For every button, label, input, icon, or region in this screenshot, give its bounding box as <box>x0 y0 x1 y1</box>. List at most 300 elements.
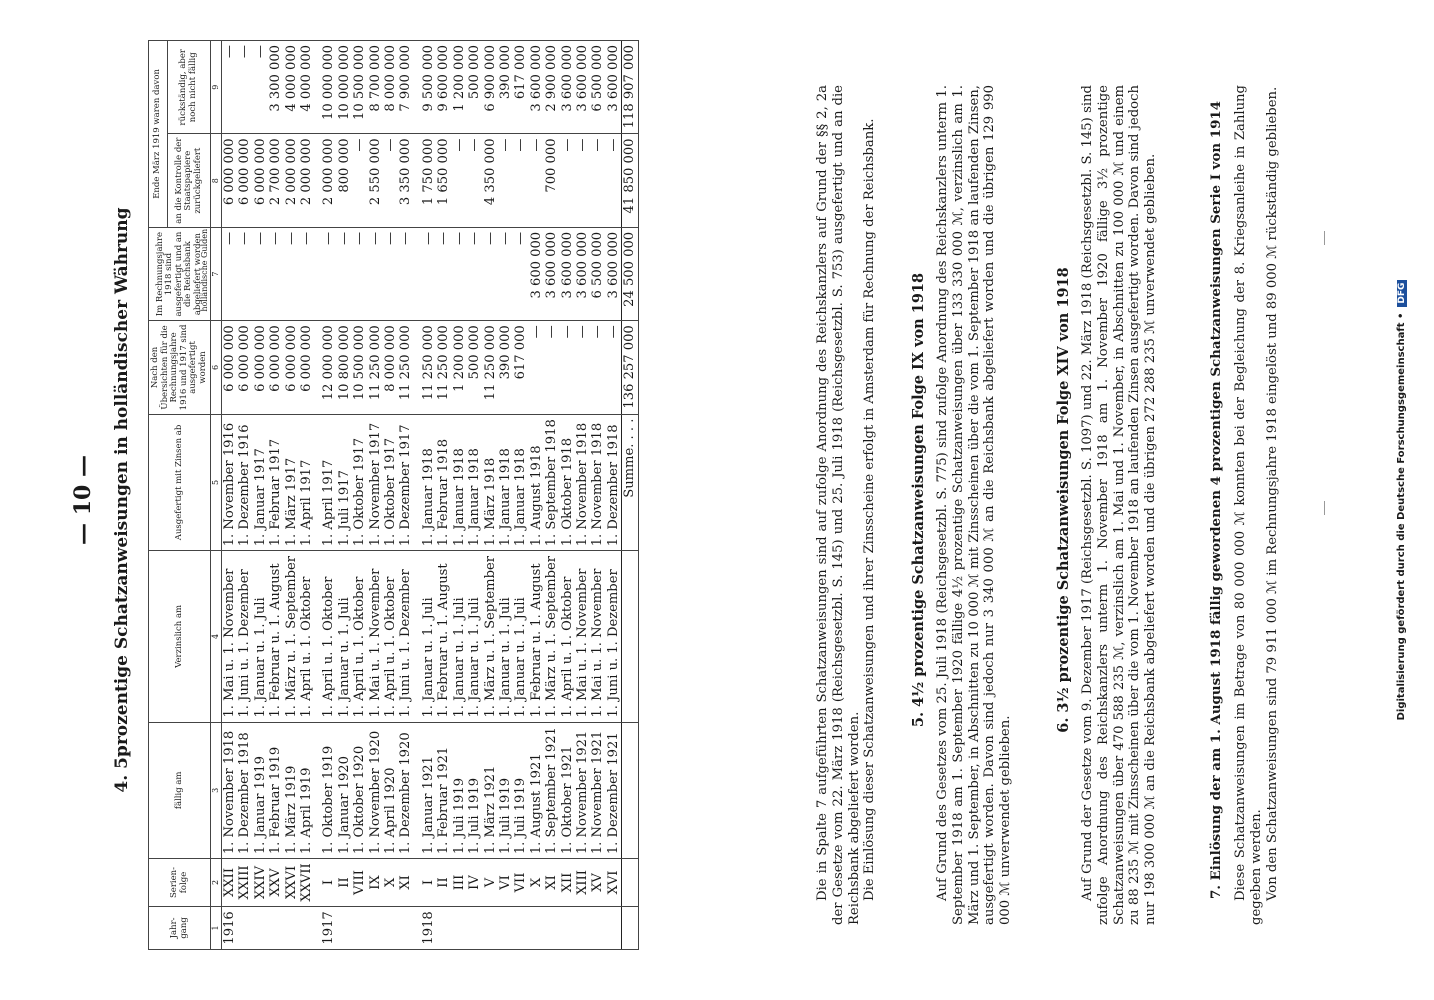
interest-cell: 1. Januar u. 1. Juli <box>337 551 352 722</box>
c9-cell: 6 500 000 <box>590 41 605 134</box>
due-cell: 1. August 1921 <box>529 722 544 859</box>
spacer-cell <box>414 41 421 134</box>
series-cell: XXVII <box>299 859 314 907</box>
spacer-cell <box>414 227 421 320</box>
spacer-cell <box>414 906 421 949</box>
column-number: 2 <box>211 859 222 907</box>
c9-cell: 9 600 000 <box>436 41 451 134</box>
dfg-logo: DFG <box>1397 280 1407 307</box>
table-row <box>299 41 314 950</box>
section-6-body <box>1080 85 1159 925</box>
year-cell <box>299 906 314 949</box>
c7-cell: — <box>483 227 498 320</box>
credit-text: Digitalisierung gefördert durch die Deutsche Forschungsgemeinschaft • <box>1396 312 1407 721</box>
year-cell <box>560 906 575 949</box>
page-number: — 10 — <box>70 455 96 545</box>
fold-mark <box>1324 231 1325 245</box>
c9-cell: 4 000 000 <box>299 41 314 134</box>
spacer-cell <box>414 859 421 907</box>
due-cell: 1. Juli 1919 <box>452 722 467 859</box>
c8-cell: 2 000 000 <box>284 134 299 227</box>
spacer-cell <box>314 41 321 134</box>
c9-cell: — <box>237 41 252 134</box>
section-4-text-1: Die in Spalte 7 aufgeführten Schatzanweisungen sind auf zufolge Anordnung des Reichskanzlers auf Grund der §§ 2, 2a der Gesetze vom 22. März 1918 (Reichsgesetzbl. S. 145) und 25. Juli 1918 (Reichsgesetzbl. S. 753) ausgefertigt und an die Reichsbank abgeliefert worden. <box>815 85 862 925</box>
interest-cell: 1. Mai u. 1. November <box>590 551 605 722</box>
c9-cell: 500 000 <box>467 41 482 134</box>
series-cell: I <box>321 859 336 907</box>
year-cell <box>268 906 283 949</box>
c9-cell: 9 500 000 <box>421 41 436 134</box>
empty-cell <box>622 906 638 949</box>
c9-cell: — <box>222 41 238 134</box>
series-cell: V <box>483 859 498 907</box>
year-cell <box>436 906 451 949</box>
c7-cell: — <box>467 227 482 320</box>
issued-cell: 1. Oktober 1918 <box>560 414 575 551</box>
issued-cell: 1. September 1918 <box>544 414 559 551</box>
interest-cell: 1. April u. 1. Oktober <box>299 551 314 722</box>
treasury-bills-table <box>148 40 639 950</box>
c7-cell: — <box>383 227 398 320</box>
c7-cell: 3 600 000 <box>529 227 544 320</box>
c7-cell: — <box>398 227 413 320</box>
c9-cell: 3 600 000 <box>575 41 590 134</box>
interest-cell: 1. Februar u. 1. August <box>268 551 283 722</box>
c7-cell: — <box>222 227 238 320</box>
c8-cell: 6 000 000 <box>253 134 268 227</box>
table-row <box>398 41 413 950</box>
table-row <box>452 41 467 950</box>
column-number: 5 <box>211 414 222 551</box>
c7-cell: — <box>284 227 299 320</box>
due-cell: 1. Januar 1921 <box>421 722 436 859</box>
year-cell <box>467 906 482 949</box>
year-cell <box>452 906 467 949</box>
c9-cell: 10 000 000 <box>337 41 352 134</box>
due-cell: 1. Juli 1919 <box>467 722 482 859</box>
due-cell: 1. Dezember 1921 <box>606 722 622 859</box>
table-row <box>352 41 367 950</box>
interest-cell: 1. Januar u. 1. Juli <box>253 551 268 722</box>
c9-cell: 390 000 <box>498 41 513 134</box>
year-cell <box>398 906 413 949</box>
c7-cell: — <box>421 227 436 320</box>
c7-cell: — <box>237 227 252 320</box>
sum-c8: 41 850 000 <box>622 134 638 227</box>
series-cell: III <box>452 859 467 907</box>
c8-cell: 6 000 000 <box>237 134 252 227</box>
issued-cell: 1. Dezember 1918 <box>606 414 622 551</box>
series-cell: XII <box>560 859 575 907</box>
unit-label: holländische Gulden <box>200 228 209 312</box>
c6-cell: 6 000 000 <box>253 321 268 414</box>
c6-cell: 11 250 000 <box>398 321 413 414</box>
interest-cell: 1. März u. 1. September <box>544 551 559 722</box>
due-cell: 1. Oktober 1921 <box>560 722 575 859</box>
issued-cell: 1. Januar 1918 <box>467 414 482 551</box>
table-row <box>560 41 575 950</box>
group-spacer <box>314 41 321 950</box>
year-cell <box>606 906 622 949</box>
table-row <box>498 41 513 950</box>
interest-cell: 1. Februar u. 1. August <box>529 551 544 722</box>
c7-cell: — <box>352 227 367 320</box>
c6-cell: 6 000 000 <box>222 321 238 414</box>
issued-cell: 1. März 1917 <box>284 414 299 551</box>
c8-cell: 2 700 000 <box>268 134 283 227</box>
spacer-cell <box>314 859 321 907</box>
c6-cell: 617 000 <box>513 321 528 414</box>
header-due: fällig am <box>149 722 211 859</box>
series-cell: IV <box>467 859 482 907</box>
table-row <box>421 41 436 950</box>
year-cell <box>337 906 352 949</box>
c6-cell: 10 800 000 <box>337 321 352 414</box>
series-cell: II <box>337 859 352 907</box>
section-6-title: 6. 3½ prozentige Schatzanweisungen Folge XIV von 1918 <box>1055 267 1072 733</box>
c8-cell: 4 350 000 <box>483 134 498 227</box>
series-cell: IX <box>368 859 383 907</box>
c6-cell: — <box>575 321 590 414</box>
c9-cell: 3 600 000 <box>606 41 622 134</box>
table-row <box>337 41 352 950</box>
year-cell <box>483 906 498 949</box>
series-cell: XXV <box>268 859 283 907</box>
issued-cell: 1. August 1918 <box>529 414 544 551</box>
due-cell: 1. März 1921 <box>483 722 498 859</box>
c7-cell: 3 600 000 <box>606 227 622 320</box>
table-row <box>383 41 398 950</box>
interest-cell: 1. Mai u. 1. November <box>575 551 590 722</box>
column-number: 6 <box>211 321 222 414</box>
header-col9: rückständig, aber noch nicht fällig <box>167 41 210 134</box>
interest-cell: 1. März u. 1. September <box>483 551 498 722</box>
column-number: 4 <box>211 551 222 722</box>
section-4-text-2: Die Einlösung dieser Schatzanweisungen und ihrer Zinsscheine erfolgt in Amsterdam für Rechnung der Reichsbank. <box>862 118 878 901</box>
interest-cell: 1. Januar u. 1. Juli <box>467 551 482 722</box>
interest-cell: 1. Juni u. 1. Dezember <box>237 551 252 722</box>
due-cell: 1. April 1919 <box>299 722 314 859</box>
header-interest: Verzinslich am <box>149 551 211 722</box>
column-number-row <box>211 41 222 950</box>
series-cell: XVI <box>606 859 622 907</box>
interest-cell: 1. Mai u. 1. November <box>368 551 383 722</box>
series-cell: VIII <box>352 859 367 907</box>
c8-cell: — <box>467 134 482 227</box>
c8-cell: 1 650 000 <box>436 134 451 227</box>
issued-cell: 1. Januar 1918 <box>513 414 528 551</box>
column-number: 1 <box>211 906 222 949</box>
year-cell <box>383 906 398 949</box>
table-row <box>268 41 283 950</box>
due-cell: 1. April 1920 <box>383 722 398 859</box>
series-cell: XXVI <box>284 859 299 907</box>
table-row <box>513 41 528 950</box>
sum-c7: 24 500 000 <box>622 227 638 320</box>
header-col6: Nach den Übersichten für die Rechnungsjahre 1916 und 1917 sind ausgefertigt worden <box>149 321 211 414</box>
issued-cell: 1. Januar 1918 <box>421 414 436 551</box>
issued-cell: 1. Januar 1918 <box>498 414 513 551</box>
interest-cell: 1. April u. 1. Oktober <box>352 551 367 722</box>
table-row <box>253 41 268 950</box>
spacer-cell <box>314 227 321 320</box>
issued-cell: 1. November 1918 <box>590 414 605 551</box>
c6-cell: 6 000 000 <box>299 321 314 414</box>
year-cell <box>513 906 528 949</box>
header-col7: Im Rechnungsjahre 1918 sind ausgefertigt und an die Reichsbank abgeliefert worden <box>149 227 211 320</box>
c9-cell: 2 900 000 <box>544 41 559 134</box>
c9-cell: 10 000 000 <box>321 41 336 134</box>
empty-cell <box>622 551 638 722</box>
due-cell: 1. Oktober 1920 <box>352 722 367 859</box>
c9-cell: 7 900 000 <box>398 41 413 134</box>
sum-label: Summe. . . . <box>622 414 638 551</box>
year-cell <box>498 906 513 949</box>
c9-cell: 3 300 000 <box>268 41 283 134</box>
sum-c9: 118 907 000 <box>622 41 638 134</box>
c6-cell: — <box>590 321 605 414</box>
year-cell: 1917 <box>321 906 336 949</box>
c9-cell: 8 700 000 <box>368 41 383 134</box>
column-number: 8 <box>211 134 222 227</box>
column-number <box>200 227 222 320</box>
empty-cell <box>622 859 638 907</box>
due-cell: 1. Dezember 1918 <box>237 722 252 859</box>
table-row <box>575 41 590 950</box>
c8-cell: — <box>575 134 590 227</box>
fold-mark <box>1324 501 1325 515</box>
due-cell: 1. Juli 1919 <box>513 722 528 859</box>
c6-cell: 6 000 000 <box>237 321 252 414</box>
issued-cell: 1. Februar 1917 <box>268 414 283 551</box>
c6-cell: 11 250 000 <box>436 321 451 414</box>
c9-cell: 1 200 000 <box>452 41 467 134</box>
due-cell: 1. Dezember 1920 <box>398 722 413 859</box>
spacer-cell <box>314 414 321 551</box>
issued-cell: 1. April 1917 <box>321 414 336 551</box>
c8-cell: 700 000 <box>544 134 559 227</box>
c7-cell: — <box>498 227 513 320</box>
c7-cell: — <box>452 227 467 320</box>
c6-cell: — <box>560 321 575 414</box>
header-issued: Ausgefertigt mit Zinsen ab <box>149 414 211 551</box>
spacer-cell <box>414 551 421 722</box>
c9-cell: 3 600 000 <box>560 41 575 134</box>
series-cell: XXII <box>222 859 238 907</box>
due-cell: 1. November 1921 <box>575 722 590 859</box>
c7-cell: — <box>321 227 336 320</box>
c8-cell: 2 000 000 <box>321 134 336 227</box>
due-cell: 1. Januar 1919 <box>253 722 268 859</box>
issued-cell: 1. Januar 1918 <box>452 414 467 551</box>
section-7-text-1: Diese Schatzanweisungen im Betrage von 80 000 000 ℳ konnten bei der Begleichung der 8. Kriegsanleihe in Zahlung gegeben werden. <box>1233 85 1264 925</box>
interest-cell: 1. Januar u. 1. Juli <box>513 551 528 722</box>
interest-cell: 1. Januar u. 1. Juli <box>421 551 436 722</box>
year-cell <box>368 906 383 949</box>
series-cell: VII <box>513 859 528 907</box>
spacer-cell <box>414 414 421 551</box>
group-spacer <box>414 41 421 950</box>
c7-cell: — <box>513 227 528 320</box>
c9-cell: 10 500 000 <box>352 41 367 134</box>
section-4-notes <box>815 85 878 925</box>
series-cell: XXIV <box>253 859 268 907</box>
c6-cell: 12 000 000 <box>321 321 336 414</box>
table-row <box>368 41 383 950</box>
table-row <box>544 41 559 950</box>
table-row <box>436 41 451 950</box>
c9-cell: 8 000 000 <box>383 41 398 134</box>
interest-cell: 1. April u. 1. Oktober <box>321 551 336 722</box>
due-cell: 1. November 1920 <box>368 722 383 859</box>
section-7-body <box>1233 85 1280 925</box>
interest-cell: 1. April u. 1. Oktober <box>383 551 398 722</box>
column-number: 9 <box>211 41 222 134</box>
spacer-cell <box>414 321 421 414</box>
c7-cell: — <box>436 227 451 320</box>
header-end-group: Ende März 1919 waren davon <box>149 41 168 228</box>
series-cell: XV <box>590 859 605 907</box>
c6-cell: — <box>529 321 544 414</box>
c9-cell: 6 900 000 <box>483 41 498 134</box>
c8-cell: 2 550 000 <box>368 134 383 227</box>
issued-cell: 1. März 1918 <box>483 414 498 551</box>
section-5-title: 5. 4½ prozentige Schatzanweisungen Folge IX von 1918 <box>910 272 927 728</box>
spacer-cell <box>314 906 321 949</box>
c9-cell: — <box>253 41 268 134</box>
issued-cell: 1. November 1916 <box>222 414 238 551</box>
sum-c6: 136 257 000 <box>622 321 638 414</box>
c7-cell: 3 600 000 <box>560 227 575 320</box>
table-row <box>284 41 299 950</box>
year-cell: 1916 <box>222 906 238 949</box>
c8-cell: 6 000 000 <box>222 134 238 227</box>
sum-row <box>622 41 638 950</box>
spacer-cell <box>414 722 421 859</box>
section-6-text: Auf Grund der Gesetze vom 9. Dezember 1917 (Reichsgesetzbl. S. 1097) und 22. März 1918 (Reichsgesetzbl. S. 145) sind zufolge Anordnung des Reichskanzlers unterm 1. November 1918 am 1. November 1920 fällige 3½ prozentige Schatzanweisungen über 470 588 235 ℳ, verzinslich am 1. Mai und 1. November, in Abschnitten zu 100 000 ℳ und einem zu 88 235 ℳ mit Zinsscheinen über die vom 1. November 1918 an laufenden Zinsen ausgefertigt worden. Davon sind jedoch nur 198 300 000 ℳ an die Reichsbank abgeliefert worden und die übrigen 272 288 235 ℳ unverwendet geblieben. <box>1080 85 1159 925</box>
c6-cell: 8 000 000 <box>383 321 398 414</box>
issued-cell: 1. Dezember 1916 <box>237 414 252 551</box>
c9-cell: 3 600 000 <box>529 41 544 134</box>
interest-cell: 1. Juni u. 1. Dezember <box>398 551 413 722</box>
due-cell: 1. September 1921 <box>544 722 559 859</box>
series-cell: VI <box>498 859 513 907</box>
due-cell: 1. Januar 1920 <box>337 722 352 859</box>
header-series: Serien-folge <box>149 859 211 907</box>
section-5-body <box>935 85 1014 925</box>
c8-cell: — <box>606 134 622 227</box>
c7-cell: — <box>299 227 314 320</box>
issued-cell: 1. Juli 1917 <box>337 414 352 551</box>
c8-cell: — <box>352 134 367 227</box>
c6-cell: 6 000 000 <box>268 321 283 414</box>
interest-cell: 1. Mai u. 1. November <box>222 551 238 722</box>
year-cell <box>544 906 559 949</box>
series-cell: XI <box>544 859 559 907</box>
section-5-text: Auf Grund des Gesetzes vom 25. Juli 1918 (Reichsgesetzbl. S. 775) sind zufolge Anordnung des Reichskanzlers unterm 1. September 1918 am 1. September 1920 fällige 4½ prozentige Schatzanweisungen über 133 330 000 ℳ, verzinslich am 1. März und 1. September, in Abschnitten zu 10 000 ℳ mit Zinsscheinen über die vom 1. September 1918 an laufenden Zinsen, ausgefertigt worden. Davon sind jedoch nur 3 340 000 ℳ an die Reichsbank abgeliefert worden und die übrigen 129 990 000 ℳ unverwendet geblieben. <box>935 85 1014 925</box>
year-cell <box>352 906 367 949</box>
issued-cell: 1. November 1917 <box>368 414 383 551</box>
c7-cell: — <box>337 227 352 320</box>
table-row <box>590 41 605 950</box>
table-row <box>467 41 482 950</box>
series-cell: X <box>383 859 398 907</box>
c8-cell: 1 750 000 <box>421 134 436 227</box>
due-cell: 1. November 1921 <box>590 722 605 859</box>
year-cell <box>590 906 605 949</box>
c7-cell: 6 500 000 <box>590 227 605 320</box>
due-cell: 1. März 1919 <box>284 722 299 859</box>
c6-cell: 11 250 000 <box>421 321 436 414</box>
c6-cell: 10 500 000 <box>352 321 367 414</box>
due-cell: 1. Februar 1919 <box>268 722 283 859</box>
year-cell <box>237 906 252 949</box>
c8-cell: 2 000 000 <box>299 134 314 227</box>
c8-cell: — <box>452 134 467 227</box>
series-cell: X <box>529 859 544 907</box>
series-cell: XI <box>398 859 413 907</box>
spacer-cell <box>414 134 421 227</box>
table-row <box>606 41 622 950</box>
table-row <box>222 41 238 950</box>
spacer-cell <box>314 134 321 227</box>
series-cell: XXIII <box>237 859 252 907</box>
c6-cell: 11 250 000 <box>368 321 383 414</box>
interest-cell: 1. März u. 1. September <box>284 551 299 722</box>
issued-cell: 1. Oktober 1917 <box>383 414 398 551</box>
issued-cell: 1. Oktober 1917 <box>352 414 367 551</box>
issued-cell: 1. Dezember 1917 <box>398 414 413 551</box>
c7-cell: — <box>253 227 268 320</box>
c8-cell: — <box>498 134 513 227</box>
c8-cell: — <box>513 134 528 227</box>
due-cell: 1. November 1918 <box>222 722 238 859</box>
section-7-text-2: Von den Schatzanweisungen sind 79 911 000 ℳ im Rechnungsjahre 1918 eingelöst und 89 000 ℳ rückständig geblieben. <box>1264 86 1280 901</box>
c7-cell: — <box>268 227 283 320</box>
column-number: 3 <box>211 722 222 859</box>
c9-cell: 4 000 000 <box>284 41 299 134</box>
table-row <box>483 41 498 950</box>
interest-cell: 1. Juni u. 1. Dezember <box>606 551 622 722</box>
table-body <box>222 41 639 950</box>
table-row <box>321 41 336 950</box>
year-cell: 1918 <box>421 906 436 949</box>
c6-cell: — <box>544 321 559 414</box>
due-cell: 1. Februar 1921 <box>436 722 451 859</box>
section-4-title: 4. 5prozentige Schatzanweisungen in holländischer Währung <box>112 207 132 793</box>
c7-cell: — <box>368 227 383 320</box>
year-cell <box>284 906 299 949</box>
interest-cell: 1. Februar u. 1. August <box>436 551 451 722</box>
c8-cell: — <box>590 134 605 227</box>
year-cell <box>253 906 268 949</box>
c6-cell: 1 200 000 <box>452 321 467 414</box>
c8-cell: — <box>560 134 575 227</box>
interest-cell: 1. April u. 1. Oktober <box>560 551 575 722</box>
c8-cell: — <box>383 134 398 227</box>
year-cell <box>575 906 590 949</box>
c8-cell: 800 000 <box>337 134 352 227</box>
issued-cell: 1. Januar 1917 <box>253 414 268 551</box>
series-cell: II <box>436 859 451 907</box>
series-cell: XIII <box>575 859 590 907</box>
c6-cell: — <box>606 321 622 414</box>
series-cell: I <box>421 859 436 907</box>
table-row <box>237 41 252 950</box>
issued-cell: 1. April 1917 <box>299 414 314 551</box>
column-number-label: 7 <box>211 271 220 277</box>
c8-cell: — <box>529 134 544 227</box>
